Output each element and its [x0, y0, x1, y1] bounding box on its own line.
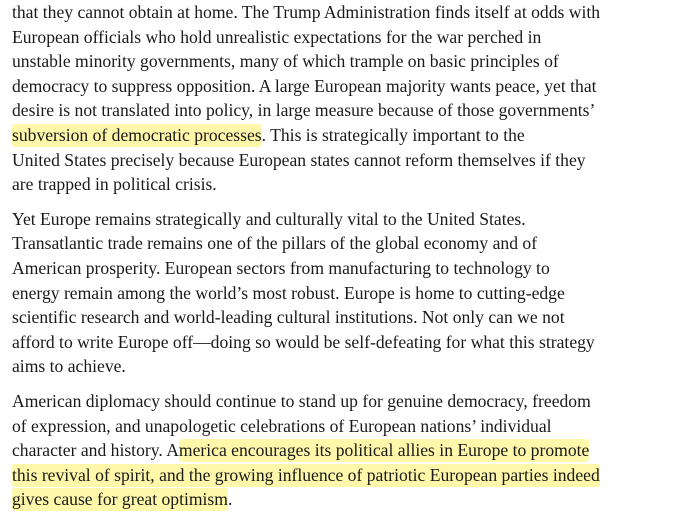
- text-line: [12, 207, 688, 232]
- text-line: [12, 0, 688, 25]
- text-run: of expression, and unapologetic celebrations of European nations’ individual: [12, 415, 552, 436]
- text-run: Transatlantic trade remains one of the pillars of the global economy and of: [12, 233, 538, 254]
- text-line: [12, 172, 688, 197]
- text-run: democracy to suppress opposition. A large European majority wants peace, yet that: [12, 75, 597, 96]
- text-line: [12, 463, 688, 488]
- text-line: [12, 305, 688, 330]
- highlighted-text: merica encourages its political allies in Europe to promote: [178, 440, 590, 461]
- paragraph: [12, 0, 688, 197]
- text-line: [12, 98, 688, 123]
- paragraph: [12, 207, 688, 379]
- text-run: that they cannot obtain at home. The Trump Administration finds itself at odds with: [12, 2, 601, 22]
- text-run: American diplomacy should continue to stand up for genuine democracy, freedom: [12, 390, 591, 411]
- text-line: [12, 389, 688, 414]
- text-run: are trapped in political crisis.: [12, 174, 217, 195]
- text-run: European officials who hold unrealistic expectations for the war perched in: [12, 26, 542, 47]
- text-run: character and history. A: [12, 440, 179, 461]
- text-line: [12, 354, 688, 379]
- text-line: [12, 74, 688, 99]
- highlighted-text: gives cause for great optimism: [12, 489, 228, 510]
- text-run: scientific research and world-leading cultural institutions. Not only can we not: [12, 307, 565, 328]
- highlighted-text: this revival of spirit, and the growing influence of patriotic European parties indeed: [12, 464, 600, 485]
- text-run: unstable minority governments, many of which trample on basic principles of: [12, 51, 559, 72]
- text-line: [12, 438, 688, 463]
- highlighted-text: subversion of democratic processes: [12, 124, 262, 145]
- text-line: [12, 25, 688, 50]
- paragraph: [12, 389, 688, 512]
- text-line: [12, 487, 688, 512]
- text-run: aims to achieve.: [12, 356, 126, 377]
- text-line: [12, 414, 688, 439]
- text-line: [12, 256, 688, 281]
- text-line: [12, 148, 688, 173]
- text-line: [12, 330, 688, 355]
- text-run: .: [227, 489, 233, 510]
- text-run: American prosperity. European sectors from manufacturing to technology to: [12, 257, 550, 278]
- text-line: [12, 281, 688, 306]
- text-run: desire is not translated into policy, in large measure because of those governments’: [12, 100, 596, 121]
- document-body: [12, 0, 688, 522]
- text-line: [12, 123, 688, 148]
- text-run: energy remain among the world’s most robust. Europe is home to cutting-edge: [12, 282, 565, 303]
- text-run: . This is strategically important to the: [261, 124, 525, 145]
- text-run: afford to write Europe off—doing so would be self-defeating for what this strategy: [12, 331, 595, 352]
- text-line: [12, 49, 688, 74]
- text-run: United States precisely because European states cannot reform themselves if they: [12, 149, 586, 170]
- text-line: [12, 231, 688, 256]
- text-run: Yet Europe remains strategically and culturally vital to the United States.: [12, 208, 526, 229]
